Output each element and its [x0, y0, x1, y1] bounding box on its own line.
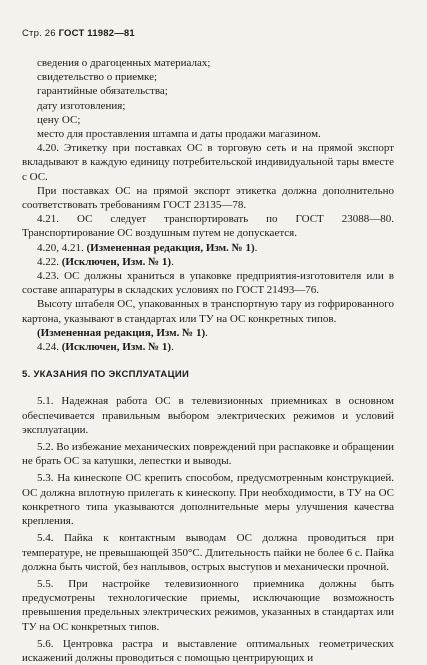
note-prefix: 4.24. [37, 341, 59, 354]
note-suffix: . [205, 326, 208, 339]
paragraph-4-23: 4.23. ОС должны храниться в упаковке предприятия-изготовителя или в составе аппаратуры в складских условиях по ГОСТ 21493—76. [22, 270, 394, 297]
paragraph-export: При поставках ОС на прямой экспорт этикетка должна дополнительно соответствовать требованиям ГОСТ 23135—78. [22, 184, 394, 212]
standard-number: ГОСТ 11982—81 [58, 28, 135, 39]
note-prefix: 4.20, 4.21. [37, 241, 84, 254]
paragraph-4-21: 4.21. ОС следует транспортировать по ГОСТ 23088—80. Транспортирование ОС воздушным путем не допускается. [22, 213, 394, 240]
note-suffix: . [171, 255, 174, 268]
note-prefix: 4.22. [37, 255, 59, 268]
amendment-note-changed [22, 326, 394, 340]
note-suffix: . [254, 241, 258, 254]
amendment-note-4-20-4-21 [22, 241, 394, 255]
page-header [22, 28, 135, 39]
list-item: дату изготовления; [37, 99, 126, 112]
paragraph-5-1: 5.1. Надежная работа ОС в телевизионных приемниках в основном обеспечивается правильным выбором электрических режимов и условий эксплуатации. [22, 395, 394, 436]
note-amendment-text: (Измененная редакция, Изм. № 1) [37, 326, 206, 339]
paragraph-stack-height: Высоту штабеля ОС, упакованных в транспортную тару из гофрированного картона, указывают в стандартах или ТУ на ОС конкретных типов. [22, 298, 394, 325]
list-item: место для проставления штампа и даты продажи магазином. [37, 128, 321, 141]
list-item: сведения о драгоценных материалах; [37, 57, 211, 69]
paragraph-4-20: 4.20. Этикетку при поставках ОС в торговую сеть и на прямой экспорт вкладывают в каждую единицу потребительской индивидуальной тары вместе с ОС. [22, 142, 394, 183]
section-title: 5. УКАЗАНИЯ ПО ЭКСПЛУАТАЦИИ [22, 369, 190, 381]
list-item: свидетельство о приемке; [37, 71, 158, 84]
page-number: Стр. 26 [22, 28, 56, 39]
paragraph-5-4: 5.4. Пайка к контактным выводам ОС должна проводиться при температуре, не превышающей 350°С. Длительность пайки не более 6 с. Пайка должна быть чистой, без наплывов, острых выступов и механически прочной. [22, 532, 394, 573]
paragraph-5-5: 5.5. При настройке телевизионного приемника должны быть предусмотрены технологические приемы, исключающие возможность превышения предельных электрических режимов, указанных в стандартах или ТУ на ОС конкретных типов. [22, 577, 394, 633]
list-item: гарантийные обязательства; [37, 85, 168, 98]
amendment-note-4-22 [22, 255, 394, 269]
list-item: цену ОС; [37, 113, 81, 126]
paragraph-5-2: 5.2. Во избежание механических повреждений при распаковке и обращении не брать ОС за катушки, лепестки и выводы. [22, 441, 394, 468]
note-amendment-text: (Исключен, Изм. № 1) [61, 255, 172, 268]
document-body [22, 56, 394, 665]
note-amendment-text: (Исключен, Изм. № 1) [61, 341, 172, 354]
note-amendment-text: (Измененная редакция, Изм. № 1) [86, 241, 255, 254]
paragraph-5-3: 5.3. На кинескопе ОС крепить способом, предусмотренным конструкцией. ОС должна вплотную прилегать к кинескопу. При необходимости, в ТУ на ОС конкретного типа указываются дополнительные меры улучшения качества крепления. [22, 472, 394, 528]
paragraph-5-6: 5.6. Центровка растра и выставление оптимальных геометрических искажений должны проводиться с помощью центрирующих и [22, 637, 394, 664]
amendment-note-4-24 [22, 340, 394, 354]
note-suffix: . [171, 341, 174, 354]
